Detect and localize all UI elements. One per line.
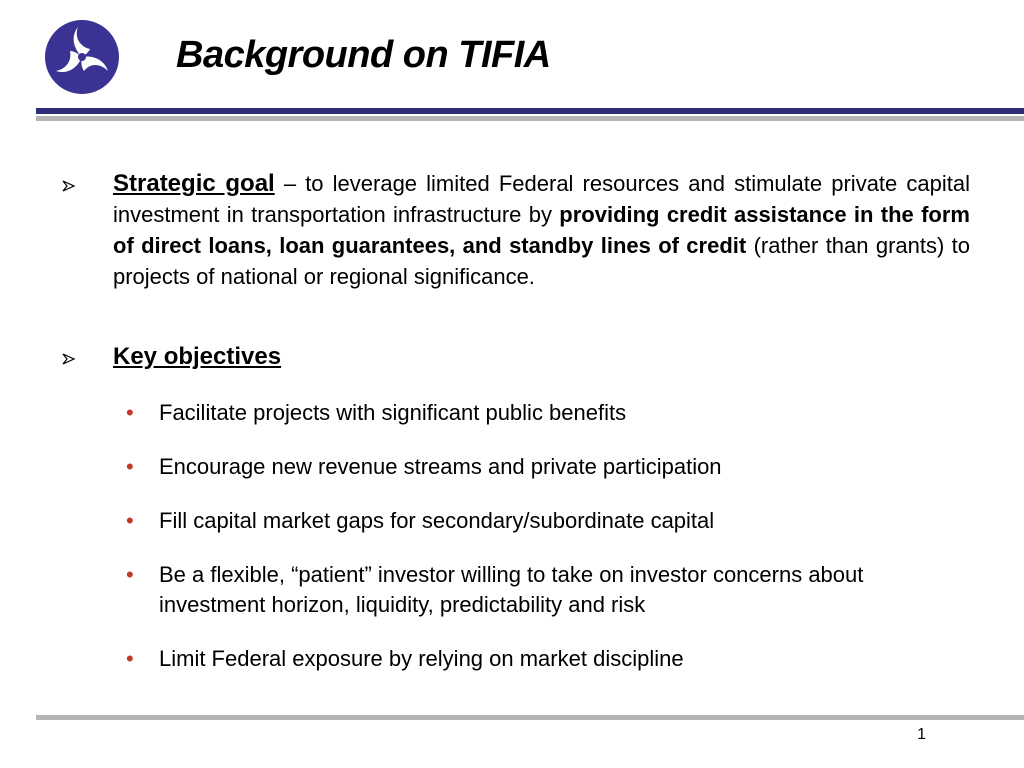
sub-bullet-dot: • (126, 400, 134, 425)
arrow-bullet-icon (62, 353, 76, 365)
header-divider-light (36, 116, 1024, 121)
sub-bullet-dot: • (126, 562, 134, 587)
strategic-goal-bold-text: providing credit assistance in the form of direct loans, loan guarantees, and standby lines of credit (113, 202, 970, 258)
key-objectives-paragraph (113, 341, 970, 372)
strategic-goal-heading: Strategic goal (113, 170, 275, 197)
strategic-goal-text-2: (rather than grants) to projects of national or regional significance. (113, 233, 970, 289)
page-title: Background on TIFIA (176, 34, 551, 76)
objective-item: Be a flexible, “patient” investor willing to take on investor concerns about investment horizon, liquidity, predictability and risk (159, 562, 864, 617)
page-number: 1 (917, 726, 926, 743)
objective-item: Encourage new revenue streams and private participation (159, 454, 722, 479)
sub-bullet-dot: • (126, 454, 134, 479)
dot-tri-swirl-logo-icon (44, 19, 120, 95)
sub-bullet-dot: • (126, 508, 134, 533)
strategic-goal-dash: – (274, 171, 306, 196)
header-divider-dark (36, 108, 1024, 114)
footer-divider (36, 715, 1024, 720)
strategic-goal-paragraph (113, 168, 970, 292)
key-objectives-heading: Key objectives (113, 343, 282, 370)
strategic-goal-text-1: to leverage limited Federal resources and stimulate private capital investment in transportation infrastructure by (113, 171, 970, 227)
arrow-bullet-icon (62, 180, 76, 192)
objective-item: Fill capital market gaps for secondary/subordinate capital (159, 508, 715, 533)
sub-bullet-dot: • (126, 646, 134, 671)
objective-item: Limit Federal exposure by relying on market discipline (159, 646, 684, 671)
objective-item: Facilitate projects with significant public benefits (159, 400, 627, 425)
